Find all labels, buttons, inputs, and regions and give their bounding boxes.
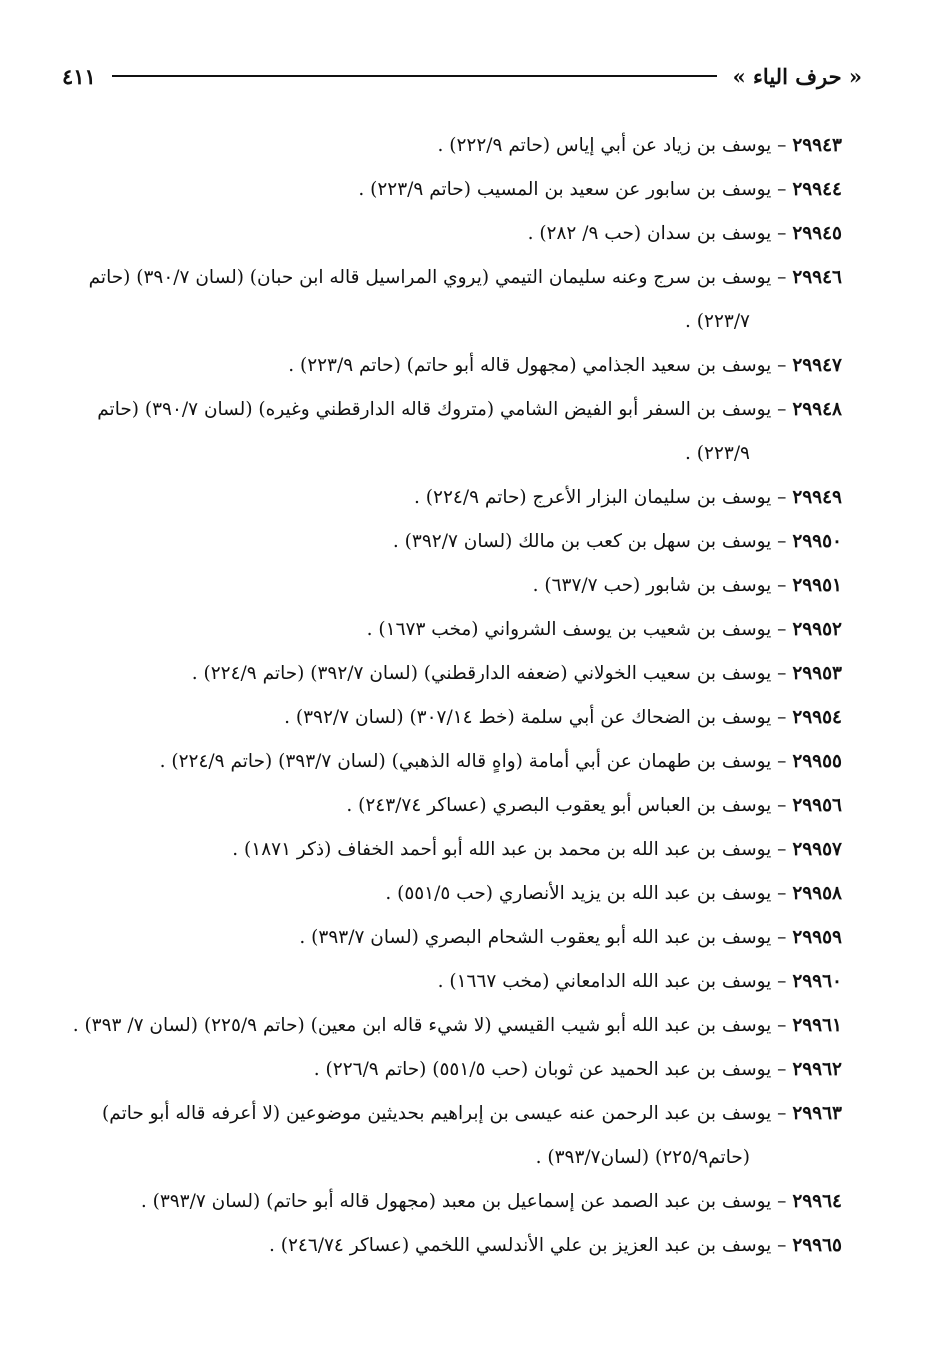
entry-text: – يوسف بن سدان (حب ٩/ ٢٨٢) . — [527, 223, 787, 244]
entry-29965 — [72, 1224, 842, 1268]
entry-29963 — [72, 1092, 842, 1180]
entry-number: ٢٩٩٥٨ — [792, 883, 842, 904]
entry-number: ٢٩٩٤٨ — [792, 399, 842, 420]
entry-text: – يوسف بن سهل بن كعب بن مالك (لسان ٣٩٢/٧) . — [392, 531, 787, 552]
entry-number: ٢٩٩٤٧ — [792, 355, 842, 376]
entry-29946 — [72, 256, 842, 344]
entry-text: – يوسف بن عبد الحميد عن ثوبان (حب ٥٥١/٥) (حاتم ٢٢٦/٩) . — [313, 1059, 787, 1080]
chapter-title: « حرف الياء » — [732, 63, 862, 89]
page-header — [62, 56, 862, 96]
entry-text: – يوسف بن عبد الله أبو يعقوب الشحام البصري (لسان ٣٩٣/٧) . — [299, 927, 787, 948]
entry-number: ٢٩٩٦١ — [792, 1015, 842, 1036]
entry-text: – يوسف بن عبد الله بن يزيد الأنصاري (حب ٥٥١/٥) . — [385, 883, 787, 904]
entry-number: ٢٩٩٤٣ — [792, 135, 842, 156]
entry-number: ٢٩٩٤٤ — [792, 179, 842, 200]
entry-text: – يوسف بن عبد الله أبو شيب القيسي (لا شيء قاله ابن معين) (حاتم ٢٢٥/٩) (لسان ٧/ ٣٩٣) . — [72, 1015, 787, 1036]
entry-29944 — [72, 168, 842, 212]
entry-text: – يوسف بن سرج وعنه سليمان التيمي (يروي المراسيل قاله ابن حبان) (لسان ٣٩٠/٧) (حاتم ٢٢٣/٧) . — [88, 267, 787, 332]
entry-29953 — [72, 652, 842, 696]
entry-text: – يوسف بن شابور (حب ٦٣٧/٧) . — [532, 575, 787, 596]
entry-text: – يوسف بن زياد عن أبي إياس (حاتم ٢٢٢/٩) . — [437, 135, 787, 156]
entry-29955 — [72, 740, 842, 784]
entry-text: – يوسف بن عبد العزيز بن علي الأندلسي اللخمي (عساكر ٢٤٦/٧٤) . — [268, 1235, 787, 1256]
entry-text: – يوسف بن عبد الرحمن عنه عيسى بن إبراهيم بحديثين موضوعين (لا أعرفه قاله أبو حاتم) (حاتم٢٢٥/٩) (لسان٣٩٣/٧) . — [102, 1103, 787, 1168]
entry-number: ٢٩٩٥٧ — [792, 839, 842, 860]
entry-text: – يوسف بن عبد الله بن محمد بن عبد الله أبو أحمد الخفاف (ذكر ١٨٧١) . — [232, 839, 787, 860]
entry-number: ٢٩٩٥٩ — [792, 927, 842, 948]
entry-text: – يوسف بن السفر أبو الفيض الشامي (متروك قاله الدارقطني وغيره) (لسان ٣٩٠/٧) (حاتم ٢٢٣/٩) . — [97, 399, 787, 464]
entry-number: ٢٩٩٥١ — [792, 575, 842, 596]
entry-29950 — [72, 520, 842, 564]
entry-text: – يوسف بن سليمان البزار الأعرج (حاتم ٢٢٤/٩) . — [414, 487, 787, 508]
entry-number: ٢٩٩٦٣ — [792, 1103, 842, 1124]
entry-text: – يوسف بن طهمان عن أبي أمامة (واهٍ قاله الذهبي) (لسان ٣٩٣/٧) (حاتم ٢٢٤/٩) . — [159, 751, 787, 772]
entry-text: – يوسف بن العباس أبو يعقوب البصري (عساكر ٢٤٣/٧٤) . — [346, 795, 787, 816]
entry-29952 — [72, 608, 842, 652]
entry-number: ٢٩٩٥٦ — [792, 795, 842, 816]
entry-number: ٢٩٩٦٥ — [792, 1235, 842, 1256]
entry-text: – يوسف بن سابور عن سعيد بن المسيب (حاتم ٢٢٣/٩) . — [358, 179, 787, 200]
entry-29956 — [72, 784, 842, 828]
entry-number: ٢٩٩٥٤ — [792, 707, 842, 728]
entry-text: – يوسف بن سعيب الخولاني (ضعفه الدارقطني) (لسان ٣٩٢/٧) (حاتم ٢٢٤/٩) . — [191, 663, 787, 684]
header-rule — [112, 75, 717, 77]
entry-number: ٢٩٩٥٢ — [792, 619, 842, 640]
entry-text: – يوسف بن شعيب بن يوسف الشرواني (مخب ١٦٧٣) . — [366, 619, 787, 640]
entry-29960 — [72, 960, 842, 1004]
entry-29943 — [72, 124, 842, 168]
entry-29951 — [72, 564, 842, 608]
entry-29961 — [72, 1004, 842, 1048]
entry-29948 — [72, 388, 842, 476]
entry-29962 — [72, 1048, 842, 1092]
entry-number: ٢٩٩٤٩ — [792, 487, 842, 508]
entry-text: – يوسف بن الضحاك عن أبي سلمة (خط ٣٠٧/١٤) (لسان ٣٩٢/٧) . — [284, 707, 787, 728]
entry-number: ٢٩٩٥٠ — [792, 531, 842, 552]
entry-29958 — [72, 872, 842, 916]
entry-text: – يوسف بن عبد الصمد عن إسماعيل بن معبد (مجهول قاله أبو حاتم) (لسان ٣٩٣/٧) . — [140, 1191, 787, 1212]
entry-number: ٢٩٩٥٥ — [792, 751, 842, 772]
entry-29959 — [72, 916, 842, 960]
entry-29949 — [72, 476, 842, 520]
entry-number: ٢٩٩٦٠ — [792, 971, 842, 992]
entry-29954 — [72, 696, 842, 740]
entry-number: ٢٩٩٤٦ — [792, 267, 842, 288]
entry-text: – يوسف بن سعيد الجذامي (مجهول قاله أبو حاتم) (حاتم ٢٢٣/٩) . — [288, 355, 787, 376]
page-number: ٤١١ — [62, 63, 96, 89]
entry-number: ٢٩٩٤٥ — [792, 223, 842, 244]
entry-list — [72, 124, 842, 1268]
entry-number: ٢٩٩٦٤ — [792, 1191, 842, 1212]
entry-text: – يوسف بن عبد الله الدامعاني (مخب ١٦٦٧) . — [437, 971, 787, 992]
entry-number: ٢٩٩٦٢ — [792, 1059, 842, 1080]
entry-29947 — [72, 344, 842, 388]
entry-number: ٢٩٩٥٣ — [792, 663, 842, 684]
entry-29945 — [72, 212, 842, 256]
entry-29957 — [72, 828, 842, 872]
entry-29964 — [72, 1180, 842, 1224]
